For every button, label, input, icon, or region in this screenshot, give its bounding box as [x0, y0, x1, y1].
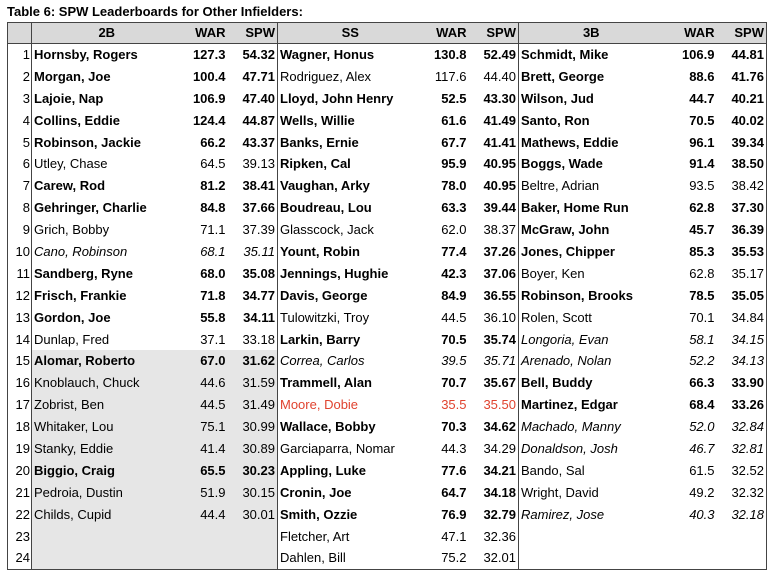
rank-cell: 8 — [8, 197, 32, 219]
second-base-player-cell: Grich, Bobby — [32, 219, 182, 241]
third-base-spw-cell: 44.81 — [717, 44, 767, 66]
second-base-war-cell: 71.8 — [200, 287, 226, 303]
second-base-spw-cell: 30.01 — [228, 504, 278, 526]
table-row — [8, 350, 767, 372]
third-base-player-cell — [519, 526, 664, 548]
second-base-player-cell: Morgan, Joe — [32, 66, 182, 88]
shortstop-war-cell: 70.5 — [441, 331, 467, 347]
shortstop-spw-cell: 41.41 — [469, 132, 519, 154]
shortstop-spw-cell: 32.79 — [469, 504, 519, 526]
shortstop-war-cell: 78.0 — [441, 178, 467, 194]
table-body — [8, 44, 767, 570]
third-base-player-cell: Martinez, Edgar — [521, 397, 618, 413]
shortstop-player-cell: Boudreau, Lou — [280, 200, 372, 216]
shortstop-war-cell: 67.7 — [441, 134, 467, 150]
shortstop-spw-cell: 40.95 — [469, 175, 519, 197]
third-base-player-cell: Bando, Sal — [521, 462, 585, 478]
second-base-spw-cell: 30.15 — [228, 482, 278, 504]
shortstop-war-cell: 76.9 — [441, 506, 467, 522]
second-base-player-cell: Gordon, Joe — [32, 307, 182, 329]
shortstop-spw-cell: 40.95 — [469, 153, 519, 175]
rank-cell: 21 — [8, 482, 32, 504]
second-base-spw-cell: 47.40 — [228, 88, 278, 110]
shortstop-player-cell: Fletcher, Art — [280, 528, 350, 544]
table-row — [8, 460, 767, 482]
third-base-header: 3B — [519, 23, 664, 44]
table-row — [8, 88, 767, 110]
rank-cell: 1 — [8, 44, 32, 66]
third-base-player-cell: Boggs, Wade — [521, 156, 603, 172]
second-base-spw-cell: 44.87 — [228, 110, 278, 132]
second-base-war-cell: 66.2 — [200, 134, 226, 150]
table-row — [8, 175, 767, 197]
shortstop-war-cell: 62.0 — [441, 222, 467, 238]
second-base-spw-cell: 31.49 — [228, 394, 278, 416]
third-base-spw-cell: 40.21 — [717, 88, 767, 110]
third-base-war-cell: 61.5 — [689, 462, 715, 478]
shortstop-player-cell: Jennings, Hughie — [280, 265, 389, 281]
shortstop-war-cell: 52.5 — [441, 90, 467, 106]
shortstop-player-cell: Appling, Luke — [280, 462, 366, 478]
second-base-spw-cell: 37.39 — [228, 219, 278, 241]
shortstop-war-cell: 63.3 — [441, 200, 467, 216]
shortstop-spw-cell: 44.40 — [469, 66, 519, 88]
shortstop-header: SS — [278, 23, 423, 44]
shortstop-player-cell: Wagner, Honus — [280, 46, 375, 62]
second-base-player-cell — [32, 526, 182, 548]
rank-cell: 14 — [8, 329, 32, 351]
third-base-spw-cell: 38.42 — [717, 175, 767, 197]
third-base-war-cell: 58.1 — [689, 331, 715, 347]
shortstop-war-cell: 61.6 — [441, 112, 467, 128]
shortstop-player-cell: Larkin, Barry — [280, 331, 361, 347]
third-base-war-cell — [664, 547, 717, 569]
third-base-war-cell: 96.1 — [689, 134, 715, 150]
table-row — [8, 285, 767, 307]
shortstop-war-cell: 70.7 — [441, 375, 467, 391]
shortstop-player-cell: Rodriguez, Alex — [280, 68, 372, 84]
rank-cell: 15 — [8, 350, 32, 372]
rank-cell: 2 — [8, 66, 32, 88]
shortstop-spw-cell: 41.49 — [469, 110, 519, 132]
shortstop-spw-header: SPW — [469, 23, 519, 44]
second-base-war-cell: 68.1 — [200, 243, 226, 259]
third-base-war-cell: 52.2 — [689, 353, 715, 369]
third-base-spw-cell: 32.52 — [717, 460, 767, 482]
third-base-war-cell: 70.1 — [689, 309, 715, 325]
second-base-spw-cell: 43.37 — [228, 132, 278, 154]
shortstop-war-cell: 42.3 — [441, 265, 467, 281]
second-base-player-cell: Sandberg, Ryne — [32, 263, 182, 285]
shortstop-player-cell: Correa, Carlos — [280, 353, 365, 369]
third-base-player-cell — [519, 547, 664, 569]
third-base-player-cell: Ramirez, Jose — [521, 506, 605, 522]
rank-cell: 9 — [8, 219, 32, 241]
shortstop-war-cell: 84.9 — [441, 287, 467, 303]
third-base-spw-cell: 32.84 — [717, 416, 767, 438]
rank-cell: 18 — [8, 416, 32, 438]
shortstop-player-cell: Banks, Ernie — [280, 134, 359, 150]
third-base-player-cell: Brett, George — [521, 68, 605, 84]
shortstop-player-cell: Tulowitzki, Troy — [280, 309, 370, 325]
third-base-war-cell: 91.4 — [689, 156, 715, 172]
second-base-player-cell: Cano, Robinson — [32, 241, 182, 263]
rank-cell: 23 — [8, 526, 32, 548]
shortstop-war-cell: 64.7 — [441, 484, 467, 500]
second-base-spw-cell: 34.11 — [228, 307, 278, 329]
shortstop-player-cell: Glasscock, Jack — [280, 222, 374, 238]
second-base-war-cell: 71.1 — [200, 222, 226, 238]
third-base-spw-cell: 32.32 — [717, 482, 767, 504]
second-base-spw-cell: 33.18 — [228, 329, 278, 351]
shortstop-spw-cell: 34.29 — [469, 438, 519, 460]
second-base-spw-cell: 47.71 — [228, 66, 278, 88]
third-base-war-cell: 70.5 — [689, 112, 715, 128]
third-base-spw-cell: 39.34 — [717, 132, 767, 154]
table-row — [8, 482, 767, 504]
third-base-player-cell: Jones, Chipper — [521, 243, 615, 259]
second-base-war-cell: 44.5 — [182, 394, 228, 416]
shortstop-player-cell: Davis, George — [280, 287, 368, 303]
second-base-player-cell: Alomar, Roberto — [32, 350, 182, 372]
second-base-war-cell: 55.8 — [200, 309, 226, 325]
third-base-spw-cell: 34.15 — [717, 329, 767, 351]
table-row — [8, 394, 767, 416]
shortstop-spw-cell: 35.50 — [469, 394, 519, 416]
table-row — [8, 66, 767, 88]
third-base-player-cell: Baker, Home Run — [521, 200, 629, 216]
shortstop-war-cell: 44.5 — [441, 309, 467, 325]
shortstop-player-cell: Smith, Ozzie — [280, 506, 358, 522]
shortstop-spw-cell: 39.44 — [469, 197, 519, 219]
second-base-player-cell: Collins, Eddie — [32, 110, 182, 132]
second-base-spw-cell: 35.11 — [228, 241, 278, 263]
third-base-war-cell: 78.5 — [689, 287, 715, 303]
second-base-spw-cell: 39.13 — [228, 153, 278, 175]
third-base-player-cell: McGraw, John — [521, 222, 610, 238]
second-base-war-cell: 64.5 — [200, 156, 226, 172]
shortstop-spw-cell: 36.55 — [469, 285, 519, 307]
table-row — [8, 241, 767, 263]
second-base-war-cell: 106.9 — [192, 90, 226, 106]
second-base-player-cell: Pedroia, Dustin — [32, 482, 182, 504]
second-base-player-cell: Gehringer, Charlie — [32, 197, 182, 219]
third-base-player-cell: Boyer, Ken — [521, 265, 585, 281]
shortstop-war-cell: 130.8 — [433, 46, 467, 62]
rank-cell: 19 — [8, 438, 32, 460]
shortstop-war-cell: 75.2 — [423, 547, 469, 569]
third-base-spw-cell: 34.13 — [717, 350, 767, 372]
shortstop-player-cell: Wallace, Bobby — [280, 419, 376, 435]
third-base-spw-cell: 33.90 — [717, 372, 767, 394]
third-base-player-cell: Wright, David — [521, 484, 599, 500]
third-base-player-cell: Beltre, Adrian — [521, 178, 600, 194]
shortstop-spw-cell: 35.74 — [469, 329, 519, 351]
third-base-spw-cell: 40.02 — [717, 110, 767, 132]
table-row — [8, 547, 767, 569]
shortstop-spw-cell: 32.36 — [469, 526, 519, 548]
third-base-war-cell: 68.4 — [689, 397, 715, 413]
rank-cell: 3 — [8, 88, 32, 110]
second-base-spw-cell: 30.89 — [228, 438, 278, 460]
second-base-war-cell: 100.4 — [192, 68, 226, 84]
second-base-war-cell: 44.4 — [182, 504, 228, 526]
second-base-war-cell: 67.0 — [182, 350, 228, 372]
second-base-player-cell: Robinson, Jackie — [32, 132, 182, 154]
third-base-player-cell: Donaldson, Josh — [521, 440, 618, 456]
third-base-player-cell: Machado, Manny — [521, 419, 621, 435]
second-base-player-cell: Biggio, Craig — [32, 460, 182, 482]
shortstop-war-cell: 77.6 — [441, 462, 467, 478]
table-row — [8, 416, 767, 438]
table-row — [8, 372, 767, 394]
table-row — [8, 526, 767, 548]
second-base-player-cell: Zobrist, Ben — [32, 394, 182, 416]
second-base-war-cell — [182, 547, 228, 569]
second-base-war-cell: 81.2 — [200, 178, 226, 194]
third-base-spw-cell: 32.81 — [717, 438, 767, 460]
table-row — [8, 132, 767, 154]
third-base-war-cell: 62.8 — [689, 200, 715, 216]
shortstop-war-cell: 95.9 — [441, 156, 467, 172]
third-base-spw-cell: 36.39 — [717, 219, 767, 241]
second-base-war-cell: 127.3 — [192, 46, 226, 62]
third-base-spw-cell: 32.18 — [717, 504, 767, 526]
rank-cell: 11 — [8, 263, 32, 285]
third-base-spw-cell: 35.05 — [717, 285, 767, 307]
shortstop-spw-cell: 37.26 — [469, 241, 519, 263]
third-base-war-cell: 40.3 — [689, 506, 715, 522]
second-base-war-cell: 37.1 — [200, 331, 226, 347]
third-base-spw-cell: 35.53 — [717, 241, 767, 263]
third-base-spw-cell: 35.17 — [717, 263, 767, 285]
shortstop-spw-cell: 32.01 — [469, 547, 519, 569]
second-base-spw-header: SPW — [228, 23, 278, 44]
third-base-spw-cell: 33.26 — [717, 394, 767, 416]
shortstop-spw-cell: 43.30 — [469, 88, 519, 110]
third-base-war-cell: 49.2 — [689, 484, 715, 500]
rank-cell: 24 — [8, 547, 32, 569]
third-base-spw-cell: 34.84 — [717, 307, 767, 329]
table-title: Table 6: SPW Leaderboards for Other Infielders: — [7, 4, 303, 19]
third-base-player-cell: Arenado, Nolan — [521, 353, 612, 369]
second-base-spw-cell — [228, 526, 278, 548]
second-base-war-cell: 41.4 — [182, 438, 228, 460]
table-row — [8, 329, 767, 351]
second-base-war-cell: 75.1 — [182, 416, 228, 438]
second-base-spw-cell: 30.99 — [228, 416, 278, 438]
header-row — [8, 23, 767, 44]
rank-cell: 22 — [8, 504, 32, 526]
shortstop-spw-cell: 34.21 — [469, 460, 519, 482]
rank-header — [8, 23, 32, 44]
third-base-war-header: WAR — [664, 23, 717, 44]
second-base-spw-cell: 31.62 — [228, 350, 278, 372]
table-row — [8, 219, 767, 241]
third-base-player-cell: Schmidt, Mike — [521, 46, 609, 62]
third-base-war-cell: 66.3 — [689, 375, 715, 391]
second-base-war-cell: 84.8 — [200, 200, 226, 216]
second-base-player-cell: Utley, Chase — [32, 153, 182, 175]
third-base-war-cell: 88.6 — [689, 68, 715, 84]
second-base-spw-cell: 38.41 — [228, 175, 278, 197]
table-row — [8, 110, 767, 132]
rank-cell: 20 — [8, 460, 32, 482]
leaderboard-table — [7, 22, 767, 570]
second-base-player-cell: Knoblauch, Chuck — [32, 372, 182, 394]
shortstop-player-cell: Wells, Willie — [280, 112, 355, 128]
third-base-spw-cell: 41.76 — [717, 66, 767, 88]
shortstop-spw-cell: 38.37 — [469, 219, 519, 241]
third-base-war-cell: 45.7 — [689, 222, 715, 238]
second-base-spw-cell: 34.77 — [228, 285, 278, 307]
third-base-player-cell: Mathews, Eddie — [521, 134, 619, 150]
third-base-war-cell: 106.9 — [681, 46, 715, 62]
shortstop-player-cell: Cronin, Joe — [280, 484, 352, 500]
table-row — [8, 153, 767, 175]
second-base-spw-cell: 31.59 — [228, 372, 278, 394]
rank-cell: 12 — [8, 285, 32, 307]
third-base-spw-cell: 38.50 — [717, 153, 767, 175]
shortstop-war-cell: 77.4 — [441, 243, 467, 259]
shortstop-player-cell: Trammell, Alan — [280, 375, 372, 391]
third-base-war-cell — [664, 526, 717, 548]
second-base-header: 2B — [32, 23, 182, 44]
shortstop-spw-cell: 34.18 — [469, 482, 519, 504]
shortstop-spw-cell: 35.67 — [469, 372, 519, 394]
shortstop-war-cell: 35.5 — [441, 397, 467, 413]
shortstop-war-cell: 70.3 — [441, 419, 467, 435]
third-base-war-cell: 62.8 — [689, 265, 715, 281]
second-base-player-cell: Whitaker, Lou — [32, 416, 182, 438]
shortstop-player-cell: Moore, Dobie — [280, 397, 359, 413]
third-base-war-cell: 44.7 — [689, 90, 715, 106]
rank-cell: 6 — [8, 153, 32, 175]
shortstop-war-cell: 44.3 — [441, 440, 467, 456]
shortstop-spw-cell: 36.10 — [469, 307, 519, 329]
third-base-spw-cell — [717, 526, 767, 548]
shortstop-spw-cell: 35.71 — [469, 350, 519, 372]
second-base-war-cell: 65.5 — [182, 460, 228, 482]
second-base-spw-cell — [228, 547, 278, 569]
third-base-spw-cell — [717, 547, 767, 569]
rank-cell: 10 — [8, 241, 32, 263]
shortstop-war-cell: 47.1 — [441, 528, 467, 544]
shortstop-spw-cell: 37.06 — [469, 263, 519, 285]
third-base-spw-cell: 37.30 — [717, 197, 767, 219]
second-base-spw-cell: 37.66 — [228, 197, 278, 219]
shortstop-war-cell: 39.5 — [441, 353, 467, 369]
second-base-player-cell: Dunlap, Fred — [32, 329, 182, 351]
shortstop-spw-cell: 52.49 — [469, 44, 519, 66]
second-base-player-cell: Hornsby, Rogers — [32, 44, 182, 66]
second-base-war-cell: 51.9 — [182, 482, 228, 504]
table-row — [8, 438, 767, 460]
third-base-war-cell: 46.7 — [689, 440, 715, 456]
shortstop-player-cell: Ripken, Cal — [280, 156, 351, 172]
second-base-player-cell: Childs, Cupid — [32, 504, 182, 526]
third-base-player-cell: Bell, Buddy — [521, 375, 593, 391]
shortstop-player-cell: Yount, Robin — [280, 243, 360, 259]
second-base-player-cell: Frisch, Frankie — [32, 285, 182, 307]
rank-cell: 4 — [8, 110, 32, 132]
second-base-war-cell: 44.6 — [182, 372, 228, 394]
third-base-war-cell: 85.3 — [689, 243, 715, 259]
third-base-player-cell: Rolen, Scott — [521, 309, 592, 325]
rank-cell: 17 — [8, 394, 32, 416]
shortstop-player-cell: Vaughan, Arky — [280, 178, 370, 194]
second-base-player-cell: Lajoie, Nap — [32, 88, 182, 110]
rank-cell: 13 — [8, 307, 32, 329]
table-row — [8, 197, 767, 219]
rank-cell: 16 — [8, 372, 32, 394]
second-base-war-cell: 68.0 — [200, 265, 226, 281]
table-row — [8, 44, 767, 66]
rank-cell: 7 — [8, 175, 32, 197]
third-base-player-cell: Santo, Ron — [521, 112, 590, 128]
shortstop-player-cell: Lloyd, John Henry — [280, 90, 394, 106]
second-base-player-cell — [32, 547, 182, 569]
second-base-war-cell — [182, 526, 228, 548]
second-base-spw-cell: 54.32 — [228, 44, 278, 66]
second-base-player-cell: Carew, Rod — [32, 175, 182, 197]
second-base-war-header: WAR — [182, 23, 228, 44]
third-base-player-cell: Robinson, Brooks — [521, 287, 633, 303]
shortstop-spw-cell: 34.62 — [469, 416, 519, 438]
shortstop-player-cell: Garciaparra, Nomar — [280, 440, 395, 456]
shortstop-war-cell: 117.6 — [434, 68, 467, 84]
rank-cell: 5 — [8, 132, 32, 154]
shortstop-war-header: WAR — [423, 23, 469, 44]
third-base-player-cell: Wilson, Jud — [521, 90, 594, 106]
third-base-war-cell: 52.0 — [689, 419, 715, 435]
second-base-player-cell: Stanky, Eddie — [32, 438, 182, 460]
third-base-war-cell: 93.5 — [689, 178, 715, 194]
shortstop-player-cell: Dahlen, Bill — [278, 547, 423, 569]
third-base-spw-header: SPW — [717, 23, 767, 44]
table-row — [8, 504, 767, 526]
table-row — [8, 263, 767, 285]
second-base-spw-cell: 35.08 — [228, 263, 278, 285]
second-base-spw-cell: 30.23 — [228, 460, 278, 482]
table-row — [8, 307, 767, 329]
second-base-war-cell: 124.4 — [192, 112, 226, 128]
third-base-player-cell: Longoria, Evan — [521, 331, 609, 347]
